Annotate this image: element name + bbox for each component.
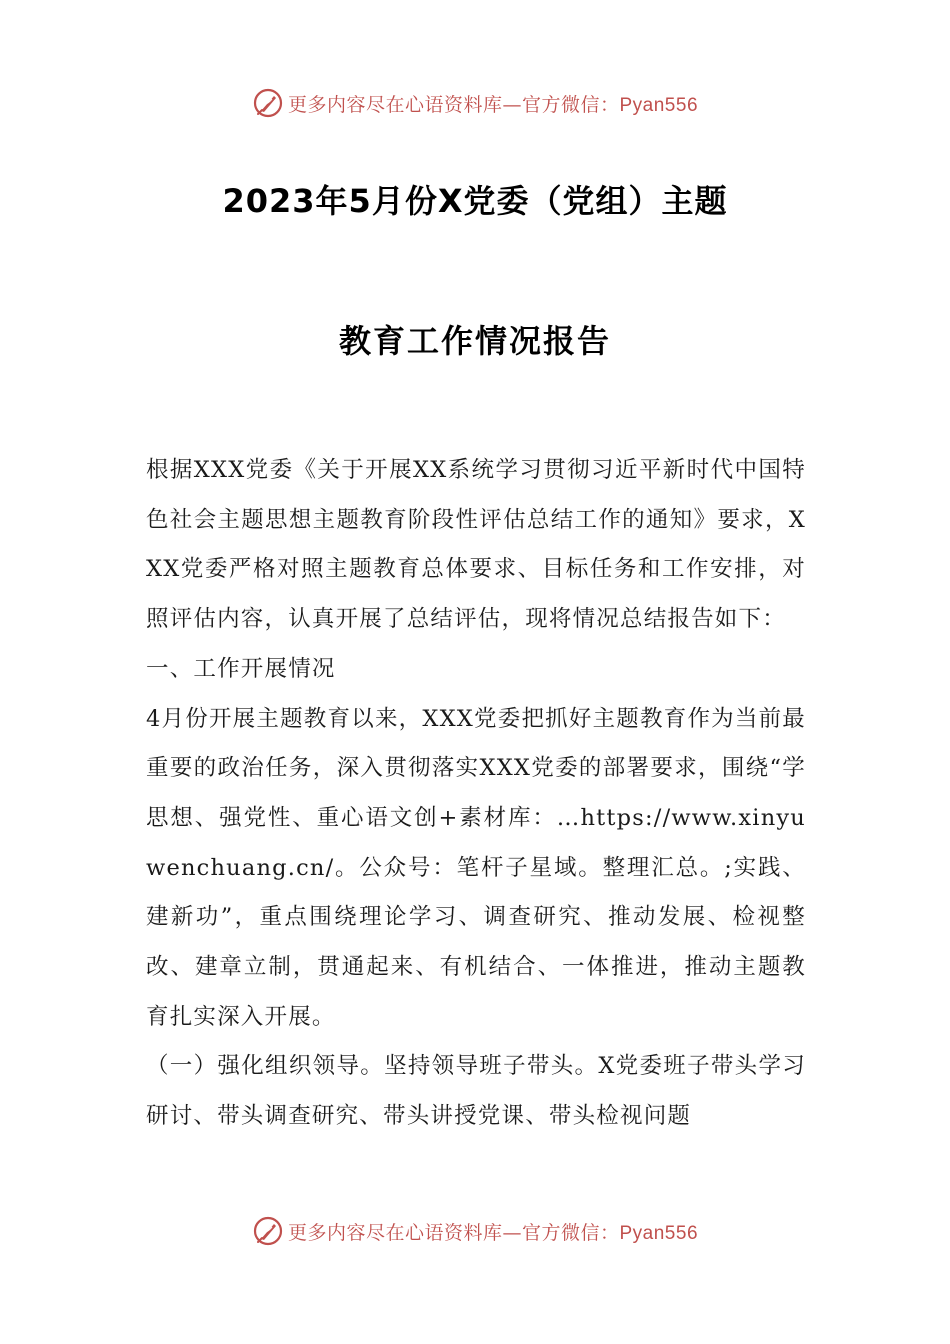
watermark-text: 更多内容尽在心语资料库—官方微信：Pyan556 (287, 1221, 699, 1244)
quill-logo-icon (252, 87, 284, 119)
watermark-banner-bottom (0, 1211, 950, 1251)
document-title-line2: 教育工作情况报告 (338, 322, 611, 360)
body-paragraph: 4月份开展主题教育以来，XXX党委把抓好主题教育作为当前最重要的政治任务，深入贯彻落实XXX党委的部署要求，围绕“学思想、强党性、重心语文创+素材库：…https://www.xinyuwenchuang.cn/。公众号：笔杆子星域。整理汇总。;实践、建新功”，重点围绕理论学习、调查研究、推动发展、检视整改、建章立制，贯通起来、有机结合、一体推进，推动主题教育扎实深入开展。 (146, 705, 806, 1030)
watermark-wechat-id: Pyan556 (619, 1222, 699, 1244)
document-title-line1: 2023年5月份X党委（党组）主题 (222, 182, 728, 220)
body-paragraph: （一）强化组织领导。坚持领导班子带头。X党委班子带头学习研讨、带头调查研究、带头讲授党课、带头检视问题 (146, 1053, 806, 1130)
document-body (146, 446, 806, 1142)
watermark-text: 更多内容尽在心语资料库—官方微信：Pyan556 (287, 93, 699, 116)
watermark-wechat-id: Pyan556 (619, 94, 699, 116)
body-paragraph: 根据XXX党委《关于开展XX系统学习贯彻习近平新时代中国特色社会主题思想主题教育阶段性评估总结工作的通知》要求，XXX党委严格对照主题教育总体要求、目标任务和工作安排，对照评估内容，认真开展了总结评估，现将情况总结报告如下： (146, 457, 806, 633)
watermark-banner-top (0, 83, 950, 123)
section-heading: 一、工作开展情况 (146, 655, 336, 682)
quill-logo-icon (252, 1215, 284, 1247)
